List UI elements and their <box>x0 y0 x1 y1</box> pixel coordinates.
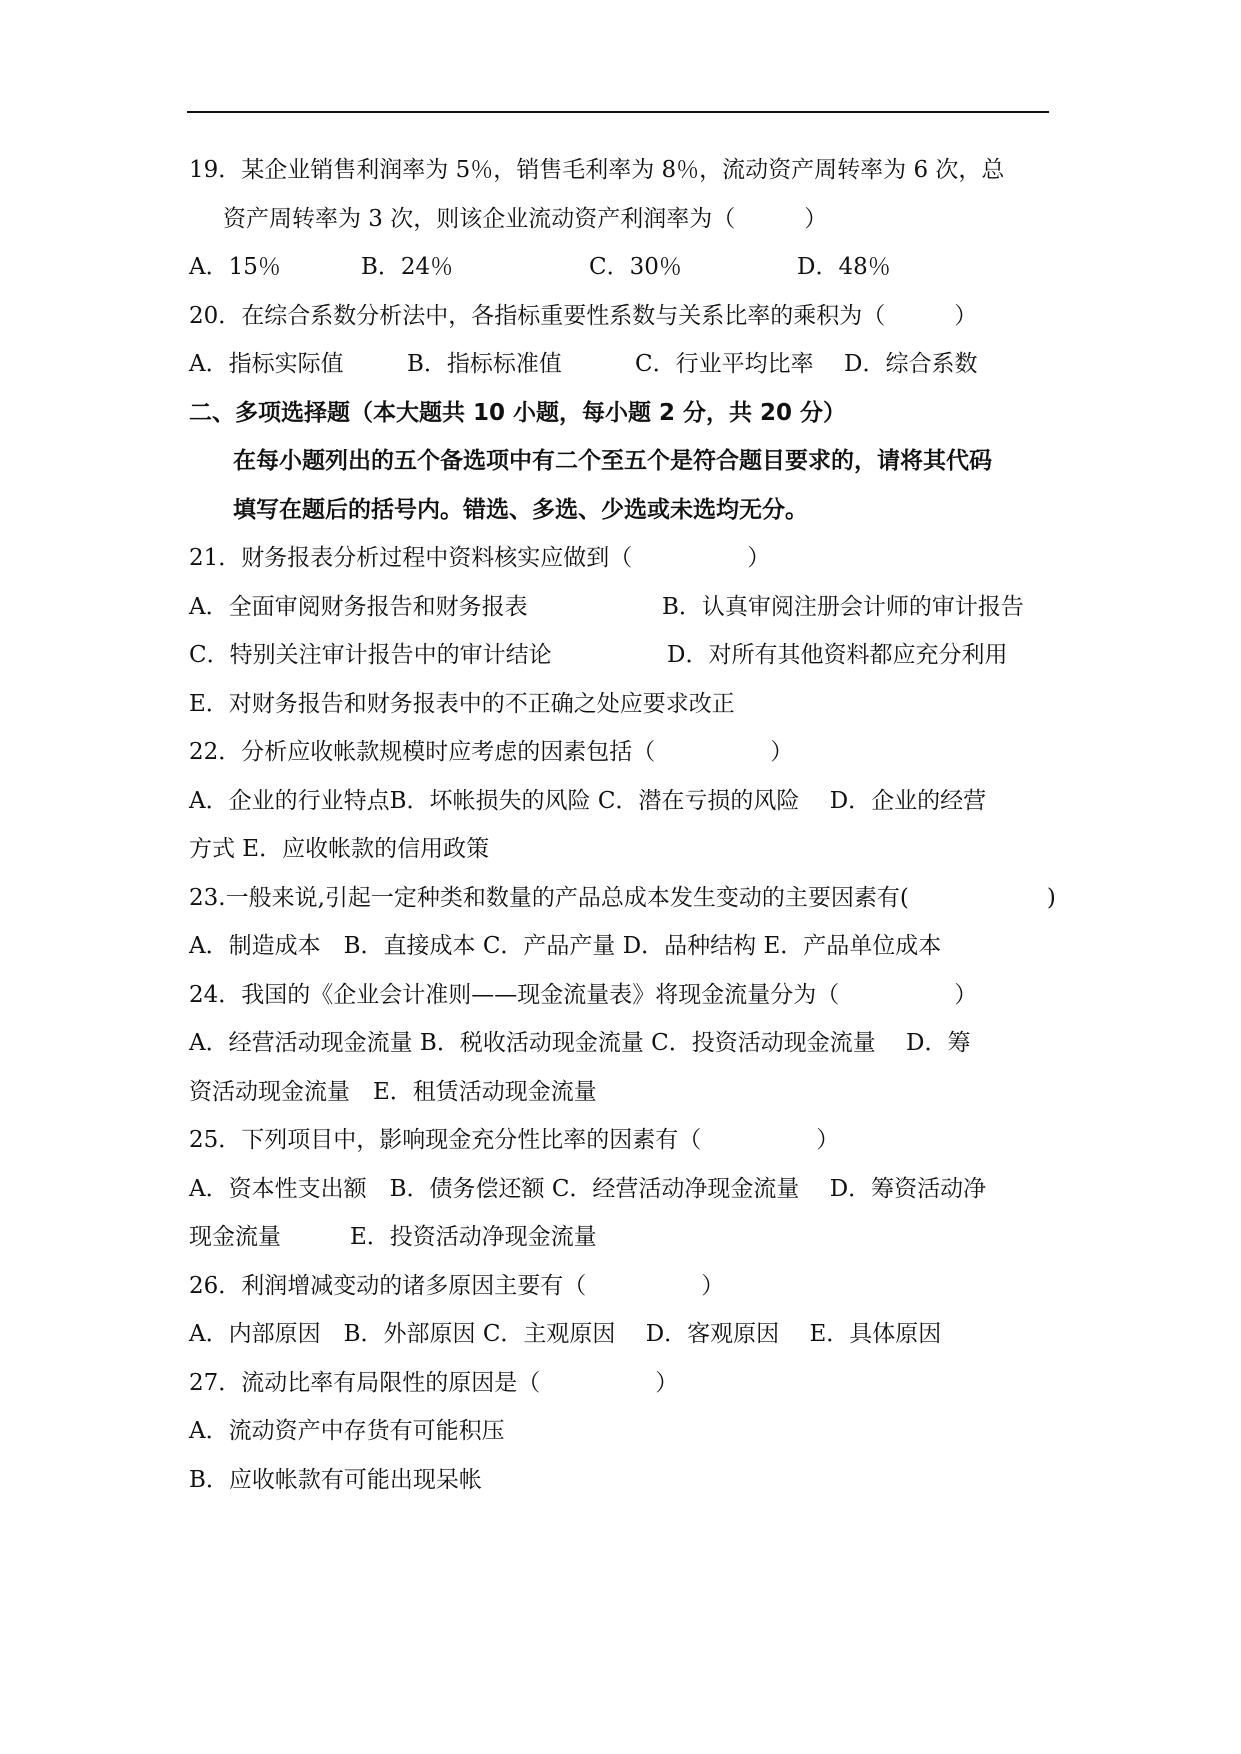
q21-options-ab <box>189 583 1049 632</box>
q26-stem: 26．利润增减变动的诸多原因主要有（ ） <box>189 1272 725 1299</box>
q19-stem-line2: 资产周转率为 3 次，则该企业流动资产利润率为（ ） <box>223 205 828 232</box>
q22-options-line1: A．企业的行业特点B．坏帐损失的风险 C．潜在亏损的风险 D．企业的经营 <box>189 787 987 814</box>
section2-title: 二、多项选择题（本大题共 10 小题，每小题 2 分，共 20 分） <box>189 399 847 426</box>
q27-option-b: B．应收帐款有可能出现呆帐 <box>189 1466 482 1493</box>
q22-stem: 22．分析应收帐款规模时应考虑的因素包括（ ） <box>189 739 794 765</box>
q21-stem: 21．财务报表分析过程中资料核实应做到（ ） <box>189 545 771 571</box>
q23-stem: 23.一般来说,引起一定种类和数量的产品总成本发生变动的主要因素有( ) <box>189 884 1056 911</box>
q22-options-line2: 方式 E．应收帐款的信用政策 <box>189 836 490 862</box>
q25-options-line1: A．资本性支出额 B．债务偿还额 C．经营活动净现金流量 D．筹资活动净 <box>189 1175 987 1202</box>
q21-option-b: B．认真审阅注册会计师的审计报告 <box>662 593 1024 620</box>
q19-options <box>189 243 1049 292</box>
q21-option-a: A．全面审阅财务报告和财务报表 <box>189 593 528 620</box>
q25-stem: 25．下列项目中，影响现金充分性比率的因素有（ ） <box>189 1127 840 1153</box>
q20-options <box>189 340 1049 389</box>
q19-option-d: D．48％ <box>797 254 891 280</box>
q19-option-c: C．30％ <box>589 254 682 280</box>
q25-options-line2: 现金流量 E．投资活动净现金流量 <box>189 1224 597 1250</box>
header-rule <box>187 111 1049 113</box>
q19-option-a: A．15％ <box>189 254 281 280</box>
q21-options-cd <box>189 631 1049 680</box>
q21-option-e: E．对财务报告和财务报表中的不正确之处应要求改正 <box>189 690 735 717</box>
q27-stem: 27．流动比率有局限性的原因是（ ） <box>189 1369 679 1396</box>
q27-option-a: A．流动资产中存货有可能积压 <box>189 1418 505 1444</box>
q20-stem: 20．在综合系数分析法中，各指标重要性系数与关系比率的乘积为（ ） <box>189 302 978 329</box>
section2-instruction-line2: 填写在题后的括号内。错选、多选、少选或未选均无分。 <box>233 496 808 523</box>
exam-page-content <box>189 146 1056 1504</box>
q21-option-c: C．特别关注审计报告中的审计结论 <box>189 642 552 668</box>
q24-options-line2: 资活动现金流量 E．租赁活动现金流量 <box>189 1078 597 1105</box>
q20-option-b: B．指标标准值 <box>407 351 562 377</box>
q19-stem-line1: 19．某企业销售利润率为 5％，销售毛利率为 8％，流动资产周转率为 6 次，总 <box>189 157 1005 183</box>
q24-options-line1: A．经营活动现金流量 B．税收活动现金流量 C．投资活动现金流量 D．筹 <box>189 1030 971 1056</box>
q26-options: A．内部原因 B．外部原因 C．主观原因 D．客观原因 E．具体原因 <box>189 1321 942 1347</box>
section2-instruction-line1: 在每小题列出的五个备选项中有二个至五个是符合题目要求的，请将其代码 <box>233 448 992 474</box>
q23-options: A．制造成本 B．直接成本 C．产品产量 D．品种结构 E．产品单位成本 <box>189 933 942 959</box>
q19-option-b: B．24％ <box>361 254 454 280</box>
q20-option-a: A．指标实际值 <box>189 351 344 377</box>
q20-option-d: D．综合系数 <box>844 351 978 377</box>
q21-option-d: D．对所有其他资料都应充分利用 <box>667 642 1008 668</box>
q20-option-c: C．行业平均比率 <box>635 351 814 377</box>
q24-stem: 24．我国的《企业会计准则——现金流量表》将现金流量分为（ ） <box>189 981 978 1008</box>
